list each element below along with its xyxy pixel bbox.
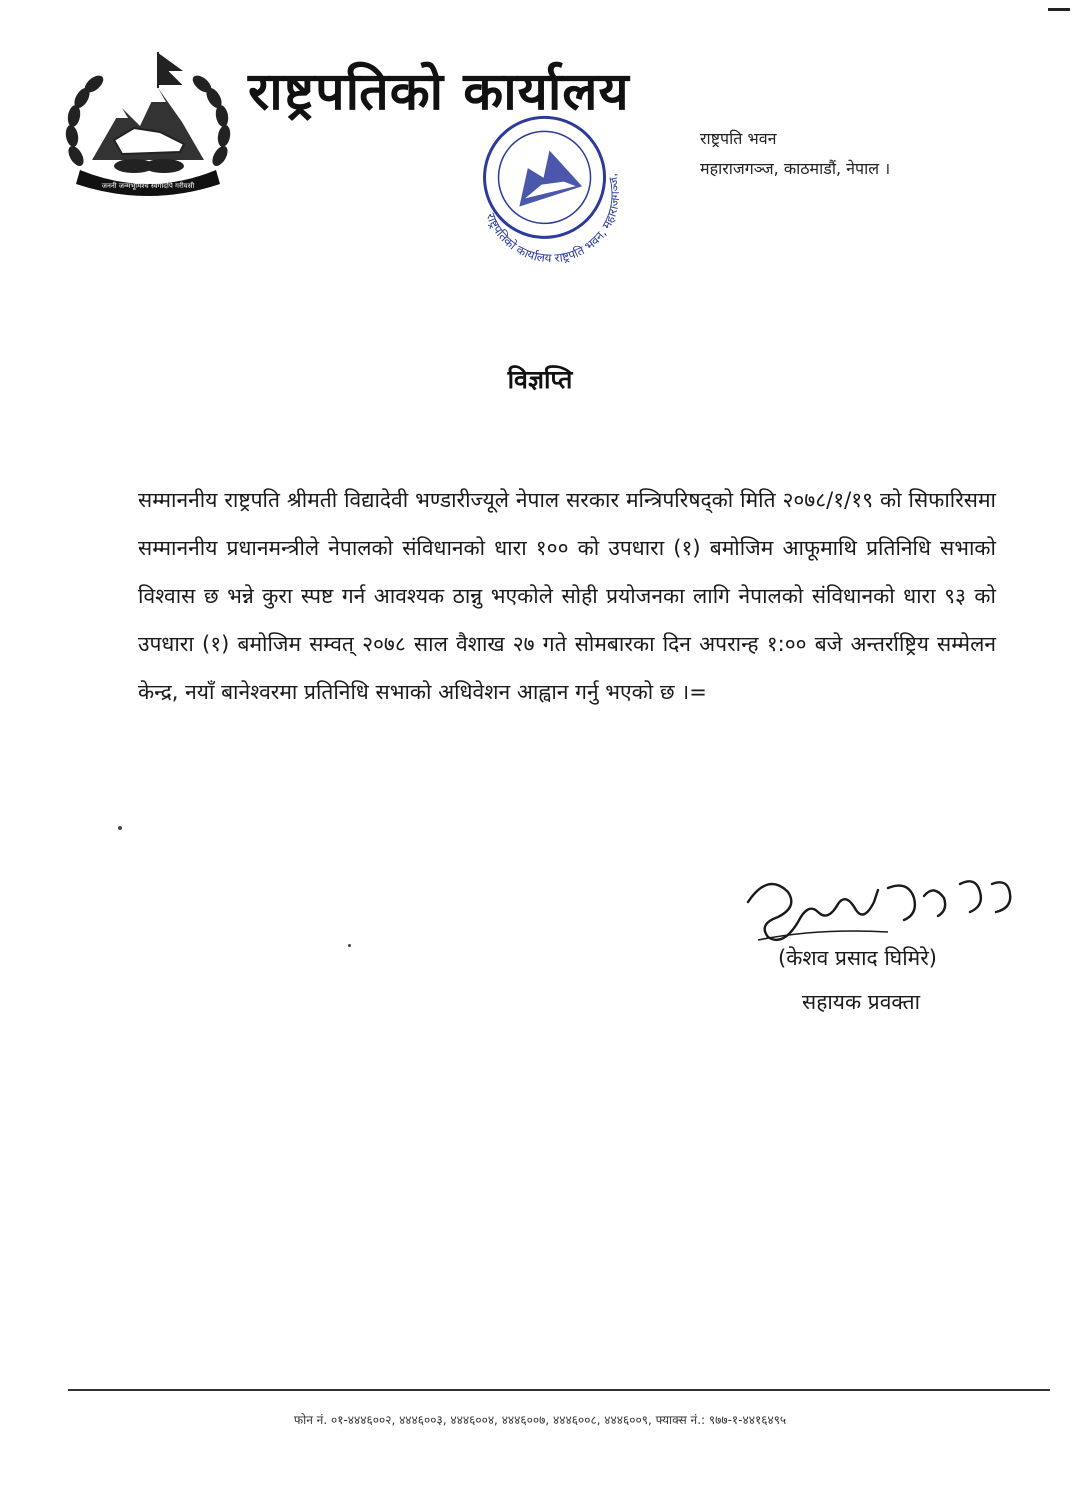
office-title: राष्ट्रपतिको कार्यालय xyxy=(248,62,630,122)
address-line-2: महाराजगञ्ज, काठमाडौं, नेपाल । xyxy=(700,159,891,178)
scan-speck xyxy=(118,826,122,830)
emblem-motto: जननी जन्मभूमिश्च स्वर्गादपि गरीयसी xyxy=(101,182,195,190)
notice-heading: विज्ञप्ति xyxy=(507,365,573,394)
official-stamp xyxy=(452,105,642,265)
signatory-name: (केशव प्रसाद घिमिरे) xyxy=(778,946,937,970)
scan-speck xyxy=(348,944,351,947)
handwritten-signature xyxy=(738,862,1038,952)
footer-divider xyxy=(68,1389,1050,1391)
notice-body: सम्माननीय राष्ट्रपति श्रीमती विद्यादेवी भण्डारीज्यूले नेपाल सरकार मन्त्रिपरिषद्को मिति २०७८/१/१९ को सिफारिसमा सम्माननीय प्रधानमन्त्रीले नेपालको संविधानको धारा १०० को उपधारा (१) बमोजिम आफूमाथि प्रतिनिधि सभाको विश्वास छ भन्ने कुरा स्पष्ट गर्न आवश्यक ठान्नु भएकोले सोही प्रयोजनका लागि नेपालको संविधानको धारा ९३ को उपधारा (१) बमोजिम सम्वत् २०७८ साल वैशाख २७ गते सोमबारका दिन अपरान्ह १:०० बजे अन्तर्राष्ट्रिय सम्मेलन केन्द्र, नयाँ बानेश्वरमा प्रतिनिधि सभाको अधिवेशन आह्वान गर्नु भएको छ ।= xyxy=(138,488,996,704)
signatory-title: सहायक प्रवक्ता xyxy=(802,990,921,1014)
footer-contact: फोन नं. ०१-४४४६००२, ४४४६००३, ४४४६००४, ४४४६००७, ४४४६००८, ४४४६००९, फ्याक्स नं.: ९७७-१-४४१६४९५ xyxy=(293,1413,787,1427)
stamp-text: राष्ट्रपतिको कार्यालय राष्ट्रपति भवन, महाराजगञ्ज, xyxy=(483,171,623,265)
page-edge-mark xyxy=(1048,8,1070,11)
address-line-1: राष्ट्रपति भवन xyxy=(700,129,777,148)
nepal-emblem-logo xyxy=(62,48,234,198)
letterhead-address xyxy=(700,124,890,184)
